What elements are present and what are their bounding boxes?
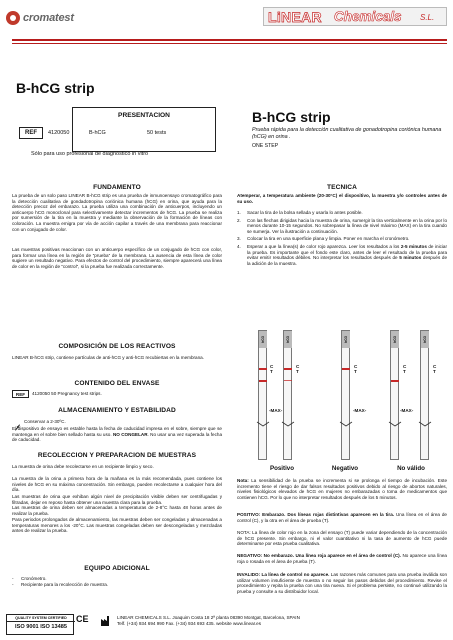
fundamento-p1: La prueba de un solo paso LINEAR B-hCG strip es una prueba de inmunoensayo cromatográfico para la detección cualitativa de gondadotropina coriónica humana (hCG) en orina, que ayuda para la detección precoz del embarazo. La prueba utiliza una combinación de anticuerpos, incluyendo un anticuerpo hCG monoclonal para selectivamente detectar incrementos de hCG. La prueba se realiza por sumersión de la tira en la muestra y mediante la observación de la formación de líneas con coloración. La muestra emigra por vía de acción capilar a través de una membrana para reaccionar con un conjugado de color. (12, 193, 222, 232)
ct-labels (433, 364, 436, 375)
almacenamiento-text-b: . No usar una vez superada la fecha de caducidad. (12, 431, 222, 443)
professional-use-note: Sólo para uso profesional de diagnóstico in vitro (31, 151, 149, 157)
composicion-title: COMPOSICIÓN DE LOS REACTIVOS (58, 343, 176, 350)
cromatest-logo-icon (6, 11, 20, 25)
linear-chemicals-logo (263, 7, 447, 26)
positivo-label: POSITIVO: Embarazo. Dos líneas rojas distintivas aparecen en la tira. (237, 512, 395, 517)
list-item (237, 236, 447, 242)
chemicals-logo-word: Chemicals (334, 9, 402, 24)
equipo-list (12, 576, 222, 587)
invalido-label: INVALIDO: La línea de control no aparece. (237, 572, 330, 577)
negativo-label: NEGATIVO: No embarazo. Una línea roja aparece en el área de control (C). (237, 553, 401, 558)
contenido-ref-label: REF (12, 390, 29, 398)
strip-positive-2 (283, 330, 292, 460)
recoleccion-title: RECOLECCION Y PREPARACION DE MUESTRAS (37, 452, 197, 459)
footer-address-line1: LINEAR CHEMICALS S.L. Joaquim Costa 18 2ª planta 08390 Montgat, Barcelona, SPAIN (117, 615, 300, 620)
t-label: T (270, 369, 273, 375)
product-title-left: B-hCG strip (16, 80, 95, 96)
presentacion-title: PRESENTACION (118, 112, 170, 119)
invalido-body: Las razones más comunes para una prueba inválida son utilizar volumen insuficiente de muestra o no seguir los pasos debidos del procedimiento. Revise el procedimiento y repita la prueba con una tira nueva. Si el problema persiste, no continué utilizando la prueba y consulte a su distribuidor local. (237, 572, 447, 594)
step-text: Colocar la tira en una superficie plana y limpia. Poner en marcha el cronómetro. (247, 236, 410, 242)
control-line (342, 368, 350, 370)
c-label: C (433, 364, 437, 369)
recoleccion-p3: Las muestras de orina que exhiban algún nivel de precipitación visible deben ser centrifugadas y filtradas, dejar en reposo hasta obtener una muestra clara para la prueba. (12, 494, 222, 505)
factory-icon (100, 614, 110, 626)
step-text: Sacar la tira de la bolsa sellada y usarla lo antes posible. (247, 210, 363, 215)
list-item: - Cronómetro. (12, 576, 222, 582)
tecnica-intro: Atemperar, a temperatura ambiente (20-30°C) el dispositivo, la muestra y/o controles antes de su uso. (237, 193, 447, 204)
footer-address-line2: Telf. (+34) 934 694 990 Fax. (+34) 934 693 435. website www.linear.es (117, 620, 262, 626)
list-item (237, 218, 447, 235)
linear-logo-word: LiNEAR (268, 9, 322, 25)
one-step-label: ONE STEP (252, 143, 279, 149)
equipo-title: EQUIPO ADICIONAL (84, 565, 150, 572)
control-line (259, 368, 267, 370)
step-number: 2. (237, 217, 241, 223)
cromatest-logo-text: cromatest (23, 12, 74, 24)
header-rule-thin (12, 43, 447, 44)
positivo-nota: NOTA: La línea de color rojo en la zona del ensayo (T) puede variar dependiendo de la concentración de hCG presente. Sin embargo, ni el valor cuantitativo ni la tasa de aumento de hCG puede determinarse por esta prueba cualitativa. (237, 530, 447, 547)
ref-product: B-hCG (89, 130, 106, 136)
result-invalid-label: No válido (397, 465, 425, 472)
footer-address (117, 615, 300, 627)
t-label: T (354, 369, 357, 375)
nota-label: Nota: (237, 478, 249, 483)
list-item (237, 210, 447, 216)
ct-labels (296, 364, 299, 375)
nota-text (237, 478, 447, 500)
c-label: C (296, 364, 300, 369)
storage-temperature: Conservar a 2-30ºC. (24, 419, 66, 424)
strip-header: hCG (259, 331, 267, 348)
strip-header: hCG (391, 331, 399, 348)
contenido-text: 4120050 50 Pregnancy test strips. (32, 391, 102, 396)
almacenamiento-title: ALMACENAMIENTO Y ESTABILIDAD (58, 407, 176, 414)
strip-negative (341, 330, 350, 460)
no-congelar: NO CONGELAR (112, 431, 148, 437)
t-label: T (433, 369, 436, 375)
fundamento-p2: Las muestras positivas reaccionan con un anticuerpo específico de un conjugado de hCG con color, para formar una línea en la región de “prueba” de la membrana. La ausencia de esta línea de color sugiere un resultado negativo. Para efectos de control del procedimiento, siempre aparecerá una línea de color en la región de “control”, si la prueba fue realizada correctamente. (12, 247, 222, 269)
max-label: -MAX- (269, 408, 283, 413)
list-item: - Recipiente para la recolección de muestra. (12, 582, 222, 588)
recoleccion-p5: Para periodos prolongados de almacenamiento, las muestras deben ser congeladas y almacenadas a temperaturas menores a los -20°C. Las muestras congeladas deben ser descongeladas y mezcladas antes de realizar la prueba. (12, 517, 222, 534)
recoleccion-p2: La muestra de la orina a primera hora de la mañana es la más recomendada, pues contiene los niveles de hCG en su máxima concentración. Sin embargo, pueden recolectarse a cualquier hora del día. (12, 476, 222, 493)
cromatest-logo (6, 9, 92, 27)
test-line (391, 380, 399, 382)
step-text: Esperar a que la línea(s) de color rojo aparezca. Leer los resultados a los (247, 243, 401, 249)
strip-positive-1 (258, 330, 267, 460)
negativo-text (237, 553, 447, 564)
t-label: T (296, 369, 299, 375)
step-number: 4. (237, 243, 241, 249)
strip-header: hCG (421, 331, 429, 348)
positivo-text (237, 512, 447, 523)
negativo-body: No aparece una línea roja o rosada en el área de prueba (T). (237, 553, 447, 564)
step-number: 3. (237, 236, 241, 242)
composicion-text: LINEAR B-hCG strip, contiene partículas de anti-hCG y anti-hCG recubiertas en la membrana. (12, 355, 204, 360)
contenido-title: CONTENIDO DEL ENVASE (74, 380, 160, 387)
ct-labels (403, 364, 406, 375)
strip-invalid-2 (420, 330, 429, 460)
tecnica-steps (237, 210, 447, 268)
c-label: C (270, 364, 274, 369)
iso-text: ISO 9001 ISO 13485 (15, 624, 67, 630)
ce-mark-icon: CE (76, 614, 89, 624)
strip-header: hCG (284, 331, 292, 348)
almacenamiento-text-a: El dispositivo de ensayo es estable hasta la fecha de caducidad impresa en el sobre, siempre que se mantenga en el sobre bien sellado hasta su uso. (12, 426, 222, 437)
c-label: C (403, 364, 407, 369)
max-label: -MAX- (353, 408, 367, 413)
ct-labels (354, 364, 357, 375)
thermometer-icon (14, 418, 21, 425)
positivo-body: Una línea en el área de control (C), y la otra en el área de prueba (T). (237, 512, 447, 523)
step-bold: 2-5 minutos (400, 243, 427, 249)
ref-label: REF (19, 127, 43, 139)
result-positive-label: Positivo (269, 465, 295, 472)
test-line (284, 380, 292, 381)
recoleccion-p1: La muestra de orina debe recolectarse en un recipiente limpio y seco. (12, 464, 154, 469)
tecnica-title: TECNICA (326, 184, 357, 191)
arrow-icon (388, 421, 402, 427)
c-label: C (354, 364, 358, 369)
arrow-icon (256, 421, 270, 427)
recoleccion-p4: Las muestras de orina deben ser almacenadas a temperaturas de 2-8°C hasta 48 horas antes de realizar la prueba. (12, 505, 222, 516)
step-bold: 5 minutos (399, 255, 422, 261)
step-text: Con las flechas dirigidas hacia la muestra de orina, sumergir la tira verticalmente en la orina por lo menos durante 10-15 segundos. No sobrepasar la línea de nivel máximo (MAX) en la tira cuando se sumerja. Ver la ilustración a continuación. (247, 217, 447, 234)
step-text: de iniciar la prueba. Es importante que el fondo este claro, antes de leer el resultado de la prueba para evitar emitir resultados débiles. No interpretar los resultados después de (247, 243, 447, 261)
arrow-icon (418, 421, 432, 427)
list-item (237, 244, 447, 266)
quality-certification-badge (6, 614, 74, 635)
arrow-icon (281, 421, 295, 427)
ct-labels (270, 364, 273, 375)
strip-header: hCG (342, 331, 350, 348)
invalido-text (237, 572, 447, 594)
step-text: después de la adición de la muestra. (247, 255, 448, 266)
strip-invalid-1 (390, 330, 399, 460)
product-title-right: B-hCG strip (252, 109, 331, 125)
product-subtitle: Prueba rápida para la detección cualitativa de gonadotropina coriónica humana (hCG) en orina . (252, 127, 442, 140)
nota-body: La sensibilidad de la prueba se incrementa si se prolonga el tiempo de incubación. Este incremento tiene el riesgo de dar falsos resultados positivos debido al riesgo de abortos naturales, niveles fisiológicos elevados de hCG en mujeres no embarazadas o toma de medicamentos que contienen hCG. Por lo que no interpretar resultados después de los 5 minutos. (237, 478, 447, 500)
result-negative-label: Negativo (331, 465, 359, 472)
t-label: T (403, 369, 406, 375)
almacenamiento-text (12, 426, 222, 443)
max-label: -MAX- (400, 408, 414, 413)
fundamento-title: FUNDAMENTO (93, 184, 141, 191)
sl-logo-word: S.L. (420, 13, 435, 22)
ref-count: 50 tests (147, 130, 167, 136)
test-line (259, 380, 267, 382)
quality-certified-text: QUALITY SYSTEM CERTIFIED (7, 616, 75, 622)
ref-code: 4120050 (48, 130, 70, 136)
header-rule (12, 39, 447, 41)
arrow-icon (339, 421, 353, 427)
control-line (284, 368, 292, 370)
step-number: 1. (237, 210, 241, 215)
